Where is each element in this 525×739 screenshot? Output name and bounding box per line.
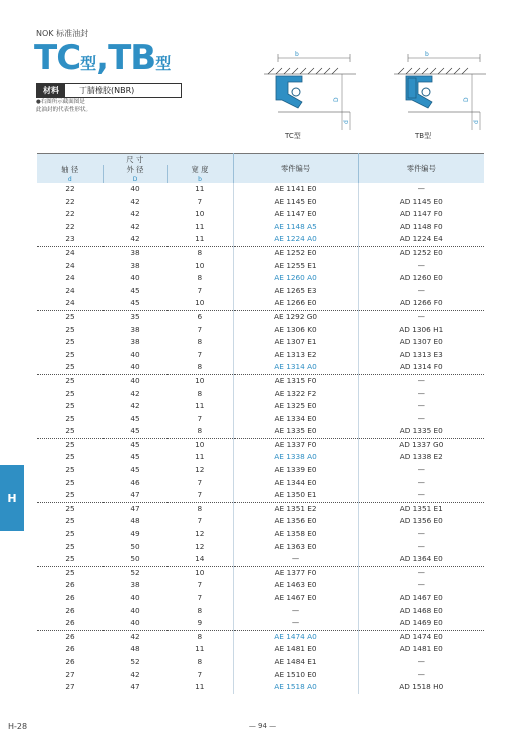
cell-part-ad: —	[358, 528, 484, 541]
table-row	[37, 208, 484, 221]
cell-width: 7	[197, 477, 203, 487]
cell-outer: 40	[130, 618, 140, 628]
notes	[36, 98, 91, 114]
cell-part-ad: AD 1364 E0	[358, 553, 484, 566]
cell-part-ad: AD 1260 E0	[358, 272, 484, 285]
cell-part-ae: AE 1306 K0	[233, 324, 358, 337]
cell-outer: 45	[130, 413, 140, 423]
cell-outer: 47	[130, 490, 140, 500]
cell-shaft: 25	[65, 388, 75, 398]
cell-part-ad: AD 1474 E0	[358, 630, 484, 643]
cell-part-ad: —	[358, 464, 484, 477]
cell-outer: 45	[130, 452, 140, 462]
cell-width: 9	[197, 618, 203, 628]
table-row	[37, 272, 484, 285]
cell-part-ad: —	[358, 477, 484, 490]
table-row	[37, 374, 484, 387]
cell-part-ae: AE 1334 E0	[233, 413, 358, 426]
cell-shaft: 25	[37, 310, 103, 323]
cell-part-ae: AE 1350 E1	[233, 489, 358, 502]
cell-outer: 42	[130, 669, 140, 679]
cell-shaft: 25	[65, 477, 75, 487]
table-row	[37, 349, 484, 362]
cell-outer: 42	[130, 401, 140, 411]
cell-outer: 47	[130, 682, 140, 692]
cell-outer: 45	[130, 298, 140, 308]
col-header-width: 宽 度	[167, 165, 233, 175]
cell-shaft: 26	[65, 618, 75, 628]
table-row	[37, 528, 484, 541]
housing-hatch	[394, 68, 486, 74]
cell-part-ad: —	[358, 566, 484, 579]
cell-part-ae: AE 1474 A0	[233, 630, 358, 643]
cell-shaft: 24	[65, 298, 75, 308]
cell-outer: 38	[130, 337, 140, 347]
cell-part-ae: AE 1377 F0	[233, 566, 358, 579]
table-row	[37, 669, 484, 682]
table-row	[37, 233, 484, 246]
cell-part-ae: AE 1292 G0	[233, 310, 358, 323]
cell-outer: 46	[130, 477, 140, 487]
cell-width: 11	[195, 452, 205, 462]
cell-part-ae: AE 1467 E0	[233, 592, 358, 605]
cell-part-ad: —	[358, 374, 484, 387]
cell-part-ae: AE 1356 E0	[233, 515, 358, 528]
cell-part-ad: AD 1469 E0	[358, 617, 484, 630]
cell-part-ae: AE 1265 E3	[233, 285, 358, 298]
cell-outer: 40	[130, 605, 140, 615]
cell-shaft: 26	[65, 593, 75, 602]
cell-part-ad: —	[358, 541, 484, 554]
cell-outer: 50	[130, 554, 140, 564]
cell-outer: 45	[103, 438, 167, 451]
cell-part-ae: AE 1363 E0	[233, 541, 358, 554]
table-row	[37, 285, 484, 298]
cell-part-ae: AE 1145 E0	[233, 196, 358, 209]
cell-shaft: 25	[65, 529, 75, 539]
cell-shaft: 25	[65, 541, 75, 551]
table-row	[37, 260, 484, 273]
cell-shaft: 25	[37, 566, 103, 579]
cell-part-ae: AE 1335 E0	[233, 425, 358, 438]
dim-b-label: b	[295, 51, 299, 58]
cell-part-ad: —	[358, 285, 484, 298]
cell-width: 8	[197, 426, 203, 436]
cell-width: 14	[195, 554, 205, 564]
col-sym-d: d	[37, 175, 103, 183]
cell-outer: 48	[130, 644, 140, 654]
table-row	[37, 324, 484, 337]
table-row	[37, 502, 484, 515]
cell-outer: 52	[103, 566, 167, 579]
title-type2: 型	[155, 54, 172, 73]
cell-outer: 40	[103, 374, 167, 387]
cell-part-ad: AD 1252 E0	[358, 246, 484, 259]
cell-width: 11	[195, 682, 205, 692]
group-header-size: 尺 寸	[37, 154, 233, 166]
cell-part-ad: AD 1518 H0	[358, 681, 484, 694]
cell-width: 8	[197, 388, 203, 398]
cell-shaft: 22	[65, 184, 75, 193]
cell-shaft: 25	[65, 362, 75, 372]
cell-part-ae: AE 1338 A0	[233, 451, 358, 464]
cell-width: 12	[195, 465, 205, 475]
cell-shaft: 25	[65, 554, 75, 564]
material-value: 丁腈橡胶(NBR)	[79, 86, 135, 95]
cell-part-ad: —	[358, 656, 484, 669]
cell-shaft: 25	[65, 401, 75, 411]
cell-shaft: 26	[65, 644, 75, 654]
cell-part-ae: AE 1339 E0	[233, 464, 358, 477]
cell-shaft: 25	[65, 452, 75, 462]
cell-part-ad: —	[358, 310, 484, 323]
cell-shaft: 22	[65, 221, 75, 231]
cell-width: 8	[197, 337, 203, 347]
cell-outer: 45	[130, 426, 140, 436]
brand-label: NOK 标准油封	[36, 29, 89, 38]
title-sep: ,	[96, 38, 109, 78]
spring-icon	[292, 88, 300, 96]
col-header-outer: 外 径	[103, 165, 167, 175]
cell-width: 11	[195, 401, 205, 411]
cell-outer: 47	[103, 502, 167, 515]
cell-outer: 40	[130, 362, 140, 372]
cell-width: 10	[167, 374, 233, 387]
table-row	[37, 221, 484, 234]
cell-shaft: 23	[65, 234, 75, 244]
oil-seal-table	[37, 153, 484, 694]
table-row	[37, 630, 484, 643]
cell-shaft: 22	[65, 209, 75, 219]
cell-width: 7	[197, 490, 203, 500]
cell-width: 11	[195, 184, 205, 193]
cell-shaft: 25	[65, 516, 75, 526]
spring-icon	[422, 88, 430, 96]
title-tc: TC	[34, 38, 81, 78]
dim-D-label: D	[333, 97, 340, 102]
cell-width: 10	[167, 438, 233, 451]
cell-part-ae: AE 1463 E0	[233, 579, 358, 592]
cell-width: 12	[195, 541, 205, 551]
cell-part-ae: —	[233, 617, 358, 630]
cell-part-ad: AD 1337 G0	[358, 438, 484, 451]
cell-part-ad: AD 1351 E1	[358, 502, 484, 515]
cell-outer: 52	[130, 656, 140, 666]
table-row	[37, 643, 484, 656]
cell-shaft: 25	[65, 465, 75, 475]
cell-outer: 38	[103, 246, 167, 259]
cell-outer: 40	[130, 273, 140, 283]
page-code: H-28	[8, 722, 28, 731]
tc-caption: TC型	[285, 132, 301, 140]
cell-part-ae: AE 1358 E0	[233, 528, 358, 541]
col-header-shaft: 轴 径	[37, 165, 103, 175]
col-header-part2: 零件编号	[358, 154, 484, 184]
cell-shaft: 25	[65, 413, 75, 423]
cell-outer: 42	[130, 388, 140, 398]
col-header-part1: 零件编号	[233, 154, 358, 184]
cell-shaft: 25	[65, 324, 75, 334]
cell-part-ae: AE 1315 F0	[233, 374, 358, 387]
cell-shaft: 24	[37, 246, 103, 259]
table-row	[37, 592, 484, 605]
cell-outer: 42	[130, 196, 140, 206]
cell-part-ad: AD 1266 F0	[358, 297, 484, 310]
cell-outer: 40	[130, 184, 140, 193]
cell-part-ae: AE 1260 A0	[233, 272, 358, 285]
cell-width: 8	[167, 246, 233, 259]
table-row	[37, 413, 484, 426]
title-tb: TB	[108, 38, 156, 78]
cell-part-ad: AD 1338 E2	[358, 451, 484, 464]
title-type1: 型	[80, 54, 97, 73]
cell-part-ae: AE 1307 E1	[233, 336, 358, 349]
table-row	[37, 425, 484, 438]
cell-outer: 45	[130, 465, 140, 475]
cell-part-ae: AE 1141 E0	[233, 183, 358, 196]
cell-part-ae: AE 1314 A0	[233, 361, 358, 374]
cell-shaft: 26	[65, 656, 75, 666]
tb-caption: TB型	[415, 132, 432, 140]
cell-width: 8	[197, 362, 203, 372]
cell-width: 10	[195, 260, 205, 270]
cell-outer: 40	[130, 349, 140, 359]
cell-part-ae: AE 1481 E0	[233, 643, 358, 656]
cell-outer: 48	[130, 516, 140, 526]
cell-part-ad: —	[358, 388, 484, 401]
cell-shaft: 26	[37, 630, 103, 643]
cell-outer: 38	[130, 580, 140, 590]
table-row	[37, 310, 484, 323]
cell-width: 11	[195, 234, 205, 244]
cell-outer: 42	[130, 234, 140, 244]
page-title	[34, 38, 171, 84]
table-row	[37, 400, 484, 413]
cell-part-ad: AD 1467 E0	[358, 592, 484, 605]
cell-part-ad: AD 1356 E0	[358, 515, 484, 528]
table-row	[37, 605, 484, 618]
cell-outer: 42	[130, 209, 140, 219]
cell-shaft: 24	[65, 273, 75, 283]
cell-shaft: 25	[37, 374, 103, 387]
table-body	[37, 183, 484, 694]
cell-shaft: 27	[65, 682, 75, 692]
cell-part-ae: AE 1510 E0	[233, 669, 358, 682]
cell-part-ad: AD 1314 F0	[358, 361, 484, 374]
table-row	[37, 196, 484, 209]
cell-outer: 40	[130, 593, 140, 602]
cell-part-ad: AD 1481 E0	[358, 643, 484, 656]
cell-part-ad: —	[358, 579, 484, 592]
cell-part-ad: —	[358, 400, 484, 413]
cell-width: 12	[195, 529, 205, 539]
material-label: 材料	[37, 84, 65, 97]
cell-part-ad: AD 1224 E4	[358, 233, 484, 246]
cell-width: 11	[195, 221, 205, 231]
cell-width: 7	[197, 669, 203, 679]
section-tab: H	[0, 465, 24, 531]
cell-part-ae: AE 1266 E0	[233, 297, 358, 310]
cell-outer: 45	[130, 285, 140, 295]
cell-part-ae: —	[233, 605, 358, 618]
cell-width: 7	[197, 516, 203, 526]
table-row	[37, 489, 484, 502]
cell-width: 8	[197, 273, 203, 283]
cell-width: 7	[197, 593, 203, 602]
table-row	[37, 464, 484, 477]
cell-shaft: 22	[65, 196, 75, 206]
cell-part-ad: AD 1145 E0	[358, 196, 484, 209]
table-row	[37, 617, 484, 630]
cell-shaft: 27	[65, 669, 75, 679]
cell-width: 7	[197, 285, 203, 295]
table-row	[37, 438, 484, 451]
cell-shaft: 25	[65, 337, 75, 347]
cell-shaft: 25	[65, 349, 75, 359]
cell-shaft: 25	[37, 502, 103, 515]
table-row	[37, 553, 484, 566]
table-row	[37, 681, 484, 694]
table-row	[37, 246, 484, 259]
note-line: ●右图所示截面图是	[36, 99, 85, 105]
cell-part-ad: —	[358, 260, 484, 273]
cell-part-ad: AD 1468 E0	[358, 605, 484, 618]
table-row	[37, 361, 484, 374]
cell-part-ad: —	[358, 489, 484, 502]
cell-part-ae: AE 1344 E0	[233, 477, 358, 490]
cell-width: 10	[195, 209, 205, 219]
cell-shaft: 25	[65, 490, 75, 500]
cell-outer: 42	[130, 221, 140, 231]
cell-width: 8	[197, 605, 203, 615]
seal-section	[276, 76, 302, 108]
cell-width: 7	[197, 196, 203, 206]
table-row	[37, 541, 484, 554]
note-line: 此油封的代表性形状。	[36, 107, 92, 113]
table-row	[37, 477, 484, 490]
cell-width: 11	[195, 644, 205, 654]
cell-outer: 35	[103, 310, 167, 323]
cell-width: 10	[195, 298, 205, 308]
cell-width: 8	[167, 502, 233, 515]
table-row	[37, 336, 484, 349]
dim-b-label: b	[425, 51, 429, 58]
cell-part-ae: —	[233, 553, 358, 566]
cell-outer: 50	[130, 541, 140, 551]
cell-part-ae: AE 1351 E2	[233, 502, 358, 515]
housing-hatch	[264, 68, 356, 74]
tc-seal-diagram	[258, 44, 358, 132]
cell-shaft: 26	[65, 580, 75, 590]
cell-part-ae: AE 1518 A0	[233, 681, 358, 694]
table-row	[37, 656, 484, 669]
dim-d-label: d	[473, 120, 480, 124]
table-row	[37, 297, 484, 310]
table-row	[37, 388, 484, 401]
seal-section	[406, 76, 432, 108]
cell-width: 7	[197, 413, 203, 423]
cell-width: 7	[197, 349, 203, 359]
cell-part-ae: AE 1313 E2	[233, 349, 358, 362]
col-sym-D: D	[103, 175, 167, 183]
dim-d-label: d	[343, 120, 350, 124]
cell-outer: 38	[130, 324, 140, 334]
cell-part-ad: —	[358, 413, 484, 426]
cell-part-ad: AD 1307 E0	[358, 336, 484, 349]
material-box	[36, 83, 182, 98]
cell-part-ae: AE 1255 E1	[233, 260, 358, 273]
cell-outer: 42	[103, 630, 167, 643]
cell-part-ad: AD 1306 H1	[358, 324, 484, 337]
table-row	[37, 451, 484, 464]
cell-part-ae: AE 1325 E0	[233, 400, 358, 413]
cell-part-ae: AE 1147 E0	[233, 208, 358, 221]
col-sym-b: b	[167, 175, 233, 183]
cell-shaft: 26	[65, 605, 75, 615]
cell-outer: 49	[130, 529, 140, 539]
cell-width: 8	[197, 656, 203, 666]
cell-shaft: 24	[65, 260, 75, 270]
cell-outer: 38	[130, 260, 140, 270]
cell-width: 7	[197, 324, 203, 334]
tb-seal-diagram	[388, 44, 488, 132]
cell-part-ae: AE 1224 A0	[233, 233, 358, 246]
cell-part-ae: AE 1337 F0	[233, 438, 358, 451]
cell-shaft: 24	[65, 285, 75, 295]
cell-part-ae: AE 1484 E1	[233, 656, 358, 669]
table-row	[37, 183, 484, 196]
cell-part-ad: —	[358, 183, 484, 196]
cell-part-ad: AD 1147 F0	[358, 208, 484, 221]
cell-part-ad: AD 1148 F0	[358, 221, 484, 234]
cell-shaft: 25	[37, 438, 103, 451]
cell-width: 8	[167, 630, 233, 643]
cell-width: 10	[167, 566, 233, 579]
cell-part-ad: —	[358, 669, 484, 682]
cell-part-ae: AE 1252 E0	[233, 246, 358, 259]
cell-part-ae: AE 1148 A5	[233, 221, 358, 234]
table-row	[37, 579, 484, 592]
cell-part-ad: AD 1313 E3	[358, 349, 484, 362]
table-row	[37, 515, 484, 528]
cell-part-ae: AE 1322 F2	[233, 388, 358, 401]
cell-part-ad: AD 1335 E0	[358, 425, 484, 438]
page-number: — 94 —	[248, 722, 277, 730]
table-row	[37, 566, 484, 579]
cell-shaft: 25	[65, 426, 75, 436]
cell-width: 7	[197, 580, 203, 590]
dim-D-label: D	[463, 97, 470, 102]
cell-width: 6	[167, 310, 233, 323]
